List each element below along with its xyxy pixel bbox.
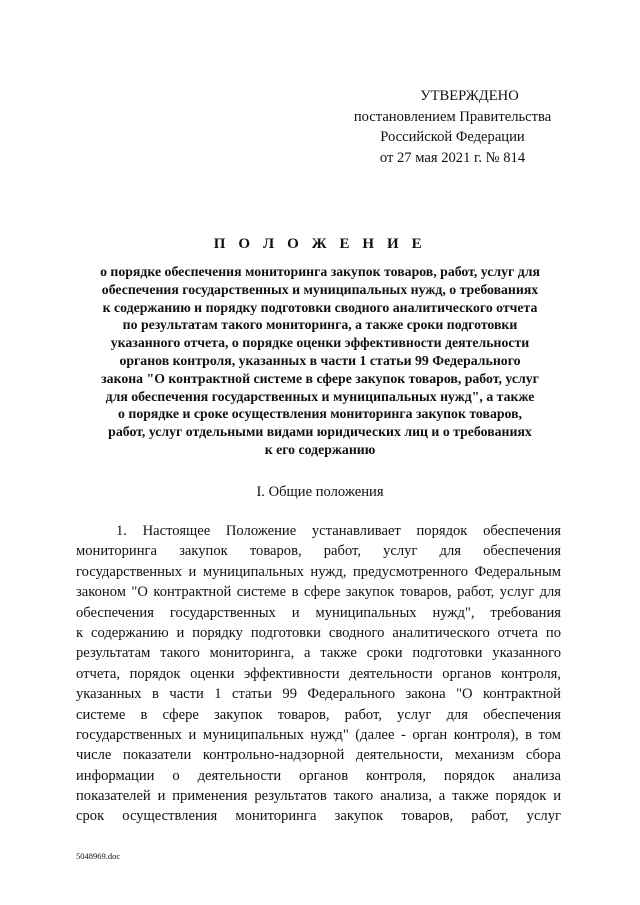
document-file-code: 5048969.doc [76,851,121,861]
subtitle-line: органов контроля, указанных в части 1 статьи 99 Федерального [119,352,521,368]
paragraph-line: 1. Настоящее Положение устанавливает порядок обеспечения [116,523,561,539]
subtitle-line: для обеспечения государственных и муниципальных нужд", а также [105,388,535,404]
subtitle-line: о порядке обеспечения мониторинга закупок товаров, работ, услуг для [100,264,540,279]
document-title: П О Л О Ж Е Н И Е [213,236,427,252]
paragraph-line: системе в сфере закупок товаров, работ, услуг для обеспечения [76,706,561,723]
approval-date-number: от 27 мая 2021 г. № 814 [379,149,526,166]
paragraph-line: срок осуществления мониторинга закупок товаров, работ, услуг [76,808,561,825]
approval-stamp [330,86,575,168]
subtitle-line: к его содержанию [264,441,376,457]
paragraph-line: числе показатели контрольно-надзорной деятельности, механизм сбора [76,747,561,764]
subtitle-line: работ, услуг отдельными видами юридических лиц и о требованиях [108,424,532,440]
subtitle-line: закона "О контрактной системе в сфере закупок товаров, работ, услуг [101,370,539,386]
paragraph-line: информации о деятельности органов контроля, порядок анализа [76,767,561,784]
subtitle-line: к содержанию и порядку подготовки сводного аналитического отчета [102,299,538,315]
paragraph-line: результатам такого мониторинга, а также сроки подготовки указанного [76,645,561,662]
paragraph-line: показателей и применения результатов такого анализа, а также порядок и [76,788,561,805]
paragraph-line: государственных и муниципальных нужд, предусмотренного Федеральным [76,563,561,580]
paragraph-line: мониторинга закупок товаров, работ, услуг для обеспечения [76,543,561,560]
paragraph-line: отчета, порядок оценки эффективности деятельности органов контроля, [76,665,561,682]
subtitle-line: обеспечения государственных и муниципальных нужд, о требованиях [101,281,539,297]
paragraph-line: обеспечения государственных и муниципальных нужд", требования [76,604,561,621]
approval-line: постановлением Правительства [353,108,552,125]
paragraph-line: государственных и муниципальных нужд" (далее - орган контроля), в том [76,726,561,743]
approval-title: УТВЕРЖДЕНО [420,88,519,104]
subtitle-line: о порядке и сроке осуществления мониторинга закупок товаров, [118,406,522,422]
approval-line: Российской Федерации [380,129,525,145]
subtitle-line: указанного отчета, о порядке оценки эффективности деятельности [110,335,530,351]
paragraph-1 [76,521,561,827]
section-heading: I. Общие положения [256,484,384,500]
paragraph-line: законом "О контрактной системе в сфере закупок товаров, работ, услуг для [76,584,561,601]
subtitle-line: по результатам такого мониторинга, а также сроки подготовки [122,317,518,333]
paragraph-line: к содержанию и порядку подготовки сводного аналитического отчета по [76,624,561,641]
paragraph-line: указанных в части 1 статьи 99 Федерального закона "О контрактной [76,686,561,703]
document-subtitle [60,263,580,459]
